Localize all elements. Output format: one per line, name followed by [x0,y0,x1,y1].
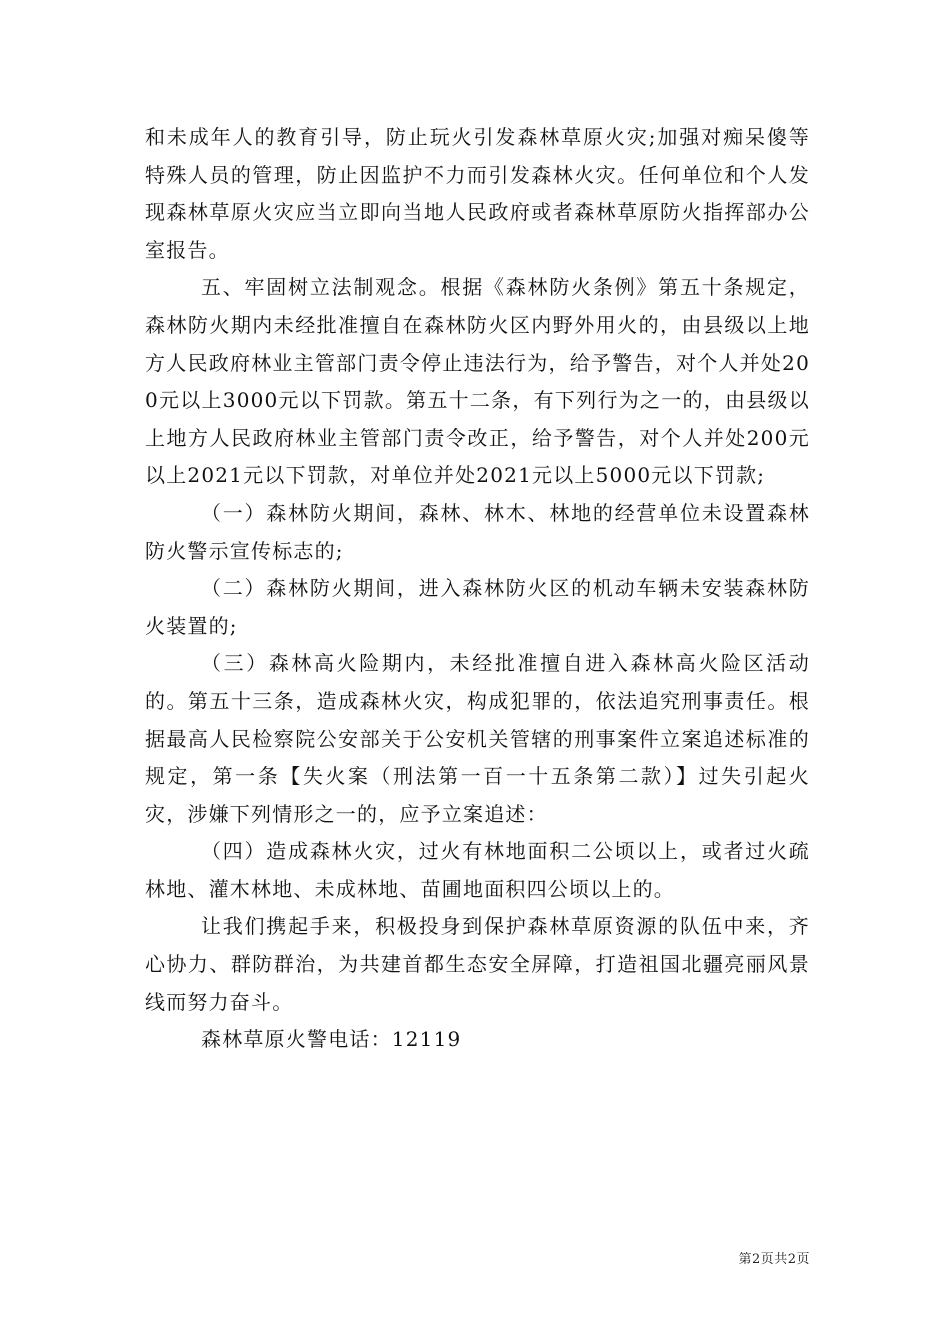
paragraph-item-three: （三）森林高火险期内，未经批准擅自进入森林高火险区活动的。第五十三条，造成森林火灾，构成犯罪的，依法追究刑事责任。根据最高人民检察院公安部关于公安机关管辖的刑事案件立案追述标准的规定，第一条【失火案（刑法第一百一十五条第二款）】过失引起火灾，涉嫌下列情形之一的，应予立案追述： [145,651,810,826]
document-body [145,119,810,1059]
paragraph-fire-hotline: 森林草原火警电话：12119 [201,1027,462,1052]
paragraph-continued: 和未成年人的教育引导，防止玩火引发森林草原火灾;加强对痴呆傻等特殊人员的管理，防止因监护不力而引发森林火灾。任何单位和个人发现森林草原火灾应当立即向当地人民政府或者森林草原防火指挥部办公室报告。 [145,125,810,262]
paragraph-legal-section-five: 五、牢固树立法制观念。根据《森林防火条例》第五十条规定，森林防火期内未经批准擅自在森林防火区内野外用火的，由县级以上地方人民政府林业主管部门责令停止违法行为，给予警告，对个人并处200元以上3000元以下罚款。第五十二条，有下列行为之一的，由县级以上地方人民政府林业主管部门责令改正，给予警告，对个人并处200元以上2021元以下罚款，对单位并处2021元以上5000元以下罚款; [145,275,810,488]
paragraph-item-four: （四）造成森林火灾，过火有林地面积二公顷以上，或者过火疏林地、灌木林地、未成林地、苗圃地面积四公顷以上的。 [145,839,810,901]
page-number-footer: 第2页共2页 [738,1252,810,1267]
paragraph-item-one: （一）森林防火期间，森林、林木、林地的经营单位未设置森林防火警示宣传标志的; [145,500,810,563]
paragraph-item-two: （二）森林防火期间，进入森林防火区的机动车辆未安装森林防火装置的; [145,576,810,638]
paragraph-call-to-action: 让我们携起手来，积极投身到保护森林草原资源的队伍中来，齐心协力、群防群治，为共建首都生态安全屏障，打造祖国北疆亮丽风景线而努力奋斗。 [145,914,810,1014]
